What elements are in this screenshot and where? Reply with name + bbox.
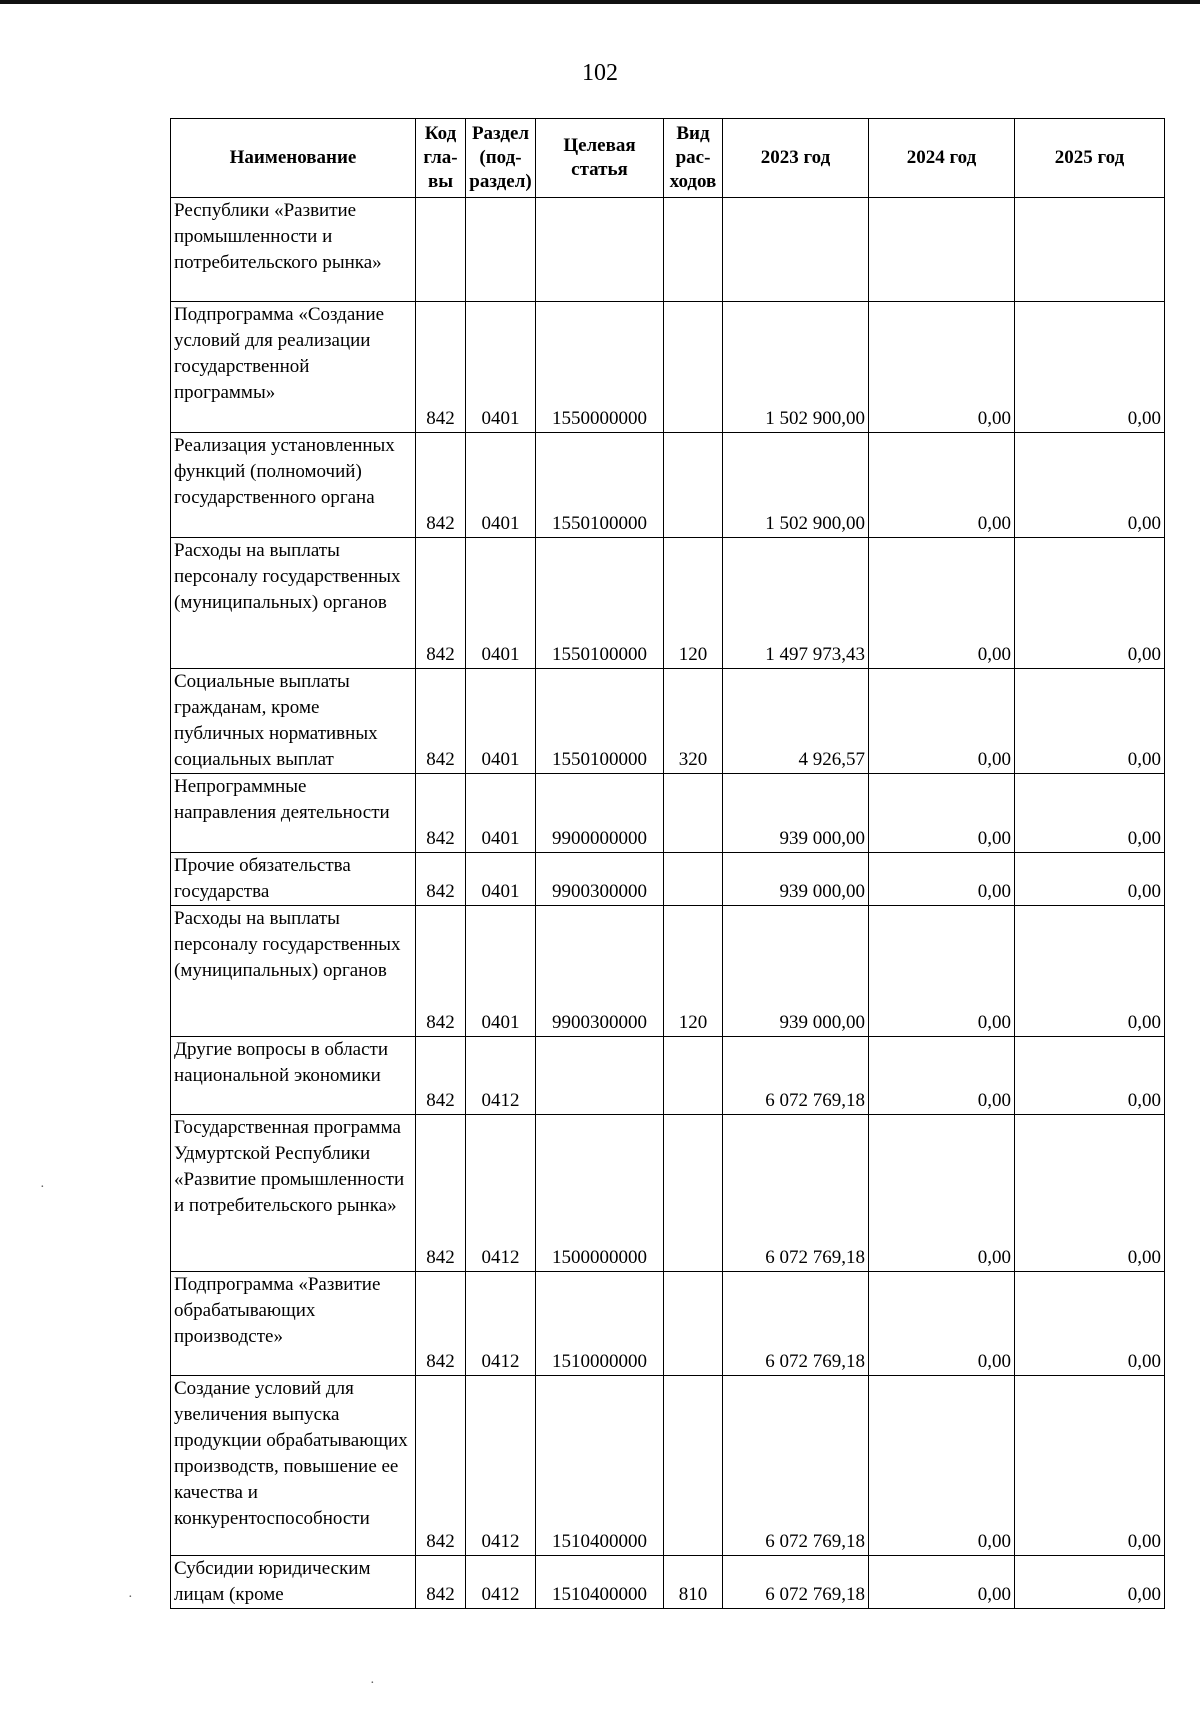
row-section: 0401 <box>466 774 536 853</box>
row-2025: 0,00 <box>1015 1115 1165 1272</box>
header-2025: 2025 год <box>1015 119 1165 198</box>
row-chapter-code: 842 <box>416 433 466 538</box>
row-2023 <box>723 198 869 302</box>
row-2025: 0,00 <box>1015 302 1165 433</box>
row-target-article <box>536 1037 664 1115</box>
row-2023: 6 072 769,18 <box>723 1037 869 1115</box>
row-name: Создание условий для увеличения выпуска продукции обрабатывающих производств, повышение ее качества и конкурентоспособности <box>171 1376 416 1556</box>
scan-speck: · <box>128 1590 133 1605</box>
row-2024: 0,00 <box>869 433 1015 538</box>
row-expense-type <box>664 198 723 302</box>
row-2023: 1 502 900,00 <box>723 433 869 538</box>
row-chapter-code: 842 <box>416 1272 466 1376</box>
row-chapter-code: 842 <box>416 1556 466 1609</box>
table-row <box>171 538 1165 669</box>
row-2024: 0,00 <box>869 1115 1015 1272</box>
row-target-article: 1510000000 <box>536 1272 664 1376</box>
row-name: Субсидии юридическим лицам (кроме <box>171 1556 416 1609</box>
row-section: 0412 <box>466 1272 536 1376</box>
scan-speck: · <box>370 1676 375 1691</box>
row-section: 0401 <box>466 433 536 538</box>
header-name: Наименование <box>171 119 416 198</box>
row-chapter-code: 842 <box>416 302 466 433</box>
row-name: Подпрограмма «Развитие обрабатывающих производсте» <box>171 1272 416 1376</box>
row-2025: 0,00 <box>1015 853 1165 906</box>
row-2023: 1 502 900,00 <box>723 302 869 433</box>
table-row <box>171 1556 1165 1609</box>
row-target-article: 1550000000 <box>536 302 664 433</box>
row-section: 0401 <box>466 669 536 774</box>
table-row <box>171 1272 1165 1376</box>
row-2024: 0,00 <box>869 1037 1015 1115</box>
row-2023: 6 072 769,18 <box>723 1272 869 1376</box>
row-name: Расходы на выплаты персоналу государственных (муниципальных) органов <box>171 538 416 669</box>
row-chapter-code: 842 <box>416 906 466 1037</box>
row-2025: 0,00 <box>1015 1272 1165 1376</box>
row-target-article: 1510400000 <box>536 1556 664 1609</box>
row-2025: 0,00 <box>1015 906 1165 1037</box>
row-2023: 6 072 769,18 <box>723 1115 869 1272</box>
scan-speck: · <box>40 1180 45 1195</box>
row-2025: 0,00 <box>1015 669 1165 774</box>
row-2025: 0,00 <box>1015 1037 1165 1115</box>
row-expense-type: 810 <box>664 1556 723 1609</box>
table-row <box>171 198 1165 302</box>
row-2025: 0,00 <box>1015 538 1165 669</box>
row-name: Непрограммные направления деятельности <box>171 774 416 853</box>
row-expense-type <box>664 1376 723 1556</box>
table-row <box>171 302 1165 433</box>
row-section: 0401 <box>466 853 536 906</box>
row-2023: 6 072 769,18 <box>723 1376 869 1556</box>
row-2023: 1 497 973,43 <box>723 538 869 669</box>
row-2025: 0,00 <box>1015 1556 1165 1609</box>
row-target-article: 1510400000 <box>536 1376 664 1556</box>
row-target-article: 9900300000 <box>536 906 664 1037</box>
header-chapter-code: Код гла-вы <box>416 119 466 198</box>
table-header-row <box>171 119 1165 198</box>
row-target-article: 1550100000 <box>536 538 664 669</box>
table-row <box>171 433 1165 538</box>
row-2024: 0,00 <box>869 774 1015 853</box>
budget-table <box>170 118 1165 1609</box>
row-name: Прочие обязательства государства <box>171 853 416 906</box>
row-expense-type: 320 <box>664 669 723 774</box>
row-2023: 939 000,00 <box>723 853 869 906</box>
row-2024: 0,00 <box>869 853 1015 906</box>
row-chapter-code: 842 <box>416 1376 466 1556</box>
row-expense-type <box>664 1272 723 1376</box>
row-expense-type <box>664 853 723 906</box>
row-name: Республики «Развитие промышленности и потребительского рынка» <box>171 198 416 302</box>
header-2023: 2023 год <box>723 119 869 198</box>
row-expense-type <box>664 433 723 538</box>
header-section: Раздел (под-раздел) <box>466 119 536 198</box>
row-name: Государственная программа Удмуртской Республики «Развитие промышленности и потребительского рынка» <box>171 1115 416 1272</box>
row-section: 0412 <box>466 1115 536 1272</box>
row-name: Подпрограмма «Создание условий для реализации государственной программы» <box>171 302 416 433</box>
row-target-article: 9900000000 <box>536 774 664 853</box>
row-section <box>466 198 536 302</box>
table-row <box>171 853 1165 906</box>
row-2024: 0,00 <box>869 302 1015 433</box>
header-2024: 2024 год <box>869 119 1015 198</box>
row-name: Расходы на выплаты персоналу государственных (муниципальных) органов <box>171 906 416 1037</box>
header-target-article: Целевая статья <box>536 119 664 198</box>
table-row <box>171 1376 1165 1556</box>
table-row <box>171 906 1165 1037</box>
row-section: 0412 <box>466 1037 536 1115</box>
header-expense-type: Вид рас-ходов <box>664 119 723 198</box>
row-name: Другие вопросы в области национальной экономики <box>171 1037 416 1115</box>
row-name: Реализация установленных функций (полномочий) государственного органа <box>171 433 416 538</box>
row-expense-type: 120 <box>664 906 723 1037</box>
table-row <box>171 774 1165 853</box>
row-section: 0401 <box>466 906 536 1037</box>
row-chapter-code: 842 <box>416 538 466 669</box>
row-expense-type <box>664 1037 723 1115</box>
row-2025: 0,00 <box>1015 774 1165 853</box>
scan-top-edge <box>0 0 1200 4</box>
page-number: 102 <box>582 60 618 86</box>
row-2024: 0,00 <box>869 1272 1015 1376</box>
row-2024: 0,00 <box>869 1376 1015 1556</box>
row-2023: 4 926,57 <box>723 669 869 774</box>
row-2024: 0,00 <box>869 669 1015 774</box>
row-section: 0401 <box>466 538 536 669</box>
row-2024: 0,00 <box>869 906 1015 1037</box>
row-expense-type: 120 <box>664 538 723 669</box>
row-2024 <box>869 198 1015 302</box>
row-chapter-code: 842 <box>416 774 466 853</box>
row-2024: 0,00 <box>869 538 1015 669</box>
table-row <box>171 669 1165 774</box>
row-2023: 939 000,00 <box>723 774 869 853</box>
row-2025: 0,00 <box>1015 433 1165 538</box>
row-2025: 0,00 <box>1015 1376 1165 1556</box>
row-2024: 0,00 <box>869 1556 1015 1609</box>
row-section: 0412 <box>466 1376 536 1556</box>
row-2023: 6 072 769,18 <box>723 1556 869 1609</box>
row-chapter-code: 842 <box>416 853 466 906</box>
row-target-article: 1500000000 <box>536 1115 664 1272</box>
row-2023: 939 000,00 <box>723 906 869 1037</box>
row-section: 0401 <box>466 302 536 433</box>
row-chapter-code: 842 <box>416 1037 466 1115</box>
row-expense-type <box>664 1115 723 1272</box>
table-row <box>171 1037 1165 1115</box>
row-target-article: 1550100000 <box>536 669 664 774</box>
row-chapter-code <box>416 198 466 302</box>
row-name: Социальные выплаты гражданам, кроме публичных нормативных социальных выплат <box>171 669 416 774</box>
row-target-article: 9900300000 <box>536 853 664 906</box>
row-expense-type <box>664 774 723 853</box>
table-row <box>171 1115 1165 1272</box>
row-chapter-code: 842 <box>416 1115 466 1272</box>
row-target-article: 1550100000 <box>536 433 664 538</box>
row-section: 0412 <box>466 1556 536 1609</box>
row-2025 <box>1015 198 1165 302</box>
row-expense-type <box>664 302 723 433</box>
row-chapter-code: 842 <box>416 669 466 774</box>
row-target-article <box>536 198 664 302</box>
